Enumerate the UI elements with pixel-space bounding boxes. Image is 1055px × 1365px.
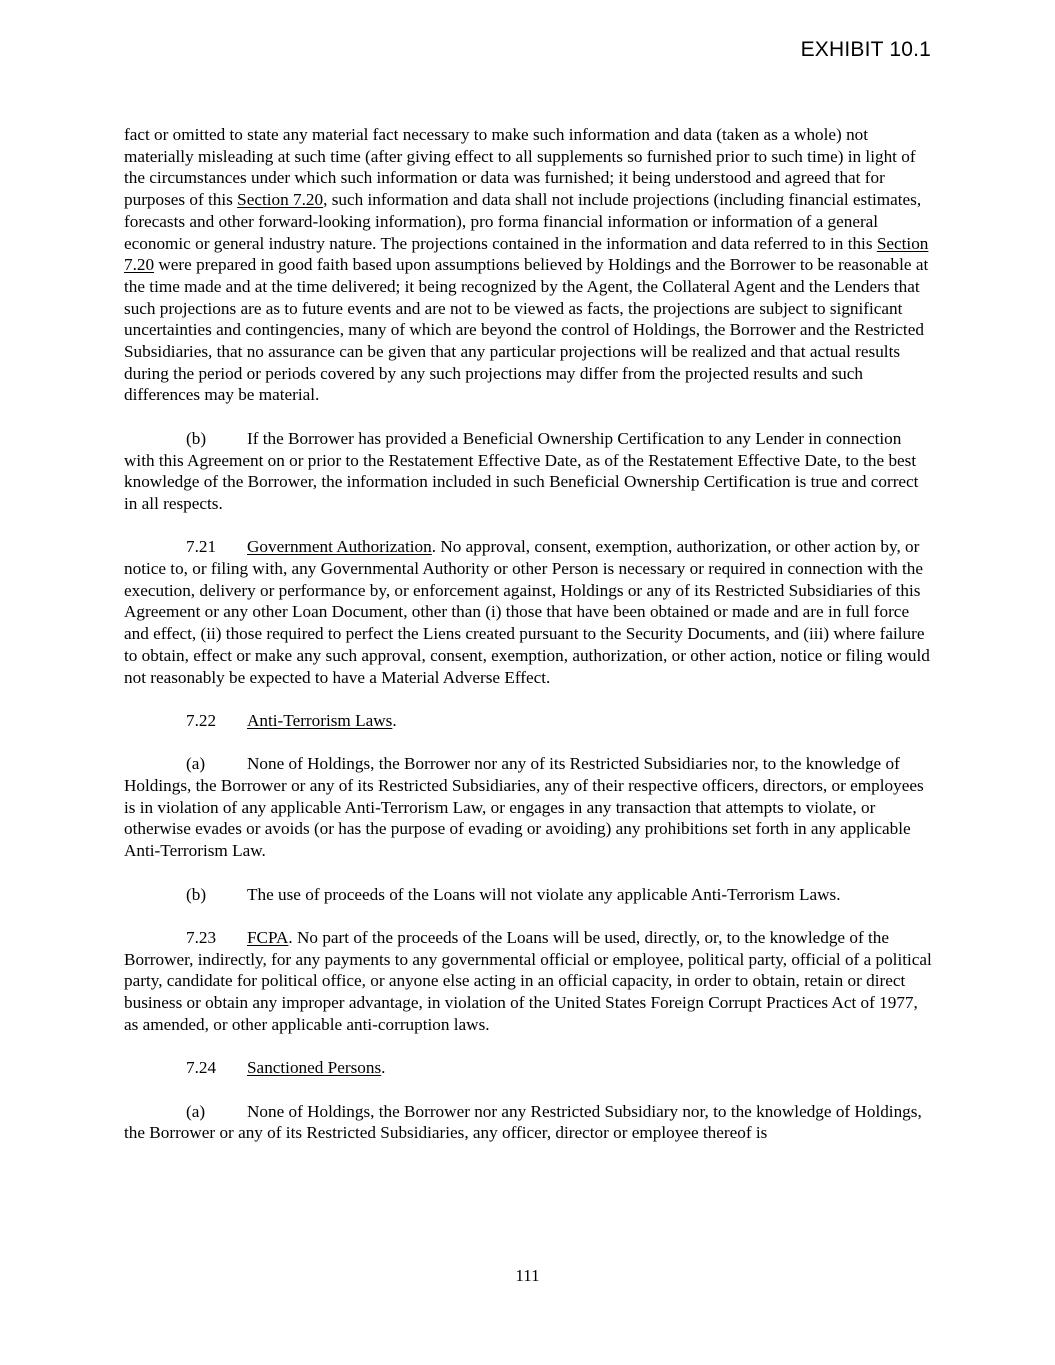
paragraph-number: (a) (186, 1101, 206, 1121)
paragraph-text: None of Holdings, the Borrower nor any Restricted Subsidiary nor, to the knowledge of Holdings, the Borrower or any of its Restricted Subsidiaries, any officer, director or employee thereof is (124, 1101, 922, 1143)
section-number: 7.24 (186, 1058, 217, 1078)
paragraph-text: . (392, 710, 397, 730)
section-7-22 (124, 710, 932, 732)
page-number: 111 (515, 1266, 540, 1285)
paragraph-text: The use of proceeds of the Loans will not violate any applicable Anti-Terrorism Laws. (247, 884, 841, 904)
section-number: 7.22 (186, 710, 217, 730)
section-heading: Anti-Terrorism Laws (247, 710, 393, 730)
exhibit-label: EXHIBIT 10.1 (800, 38, 931, 61)
document-body (124, 124, 932, 1166)
paragraph-number: (b) (186, 884, 207, 904)
section-reference: Section 7.20 (124, 233, 929, 275)
paragraph-b-beneficial-ownership (124, 428, 932, 515)
section-heading: FCPA (247, 927, 289, 947)
section-heading: Government Authorization (247, 537, 432, 557)
paragraph-number: (a) (186, 754, 206, 774)
paragraph-number: (b) (186, 428, 207, 448)
paragraph-text: , such information and data shall not include projections (including financial estimates, forecasts and other forward-looking information), pro forma financial information or information of a general economic or general industry nature. The projections contained in the information and data referred to in this (124, 190, 922, 253)
paragraph-b-proceeds (124, 884, 932, 906)
paragraph-text: were prepared in good faith based upon assumptions believed by Holdings and the Borrower to be reasonable at the time made and at the time delivered; it being recognized by the Agent, the Collateral Agent and the Lenders that such projections are as to future events and are not to be viewed as facts, the projections are subject to significant uncertainties and contingencies, many of which are beyond the control of Holdings, the Borrower and the Restricted Subsidiaries, that no assurance can be given that any particular projections will be realized and that actual results during the period or periods covered by any such projections may differ from the projected results and such differences may be material. (124, 255, 929, 405)
section-number: 7.21 (186, 537, 217, 557)
section-7-24 (124, 1057, 932, 1079)
paragraph-continuation (124, 124, 932, 406)
section-heading: Sanctioned Persons (247, 1058, 382, 1078)
paragraph-a-sanctioned (124, 1101, 932, 1144)
paragraph-text: . No part of the proceeds of the Loans will be used, directly, or, to the knowledge of the Borrower, indirectly, for any payments to any governmental official or employee, political party, official of a political party, candidate for political office, or anyone else acting in an official capacity, in order to obtain, retain or direct business or obtain any improper advantage, in violation of the United States Foreign Corrupt Practices Act of 1977, as amended, or other applicable anti-corruption laws. (124, 927, 932, 1034)
paragraph-text: None of Holdings, the Borrower nor any of its Restricted Subsidiaries nor, to the knowledge of Holdings, the Borrower or any of its Restricted Subsidiaries, any of their respective officers, directors, or employees is in violation of any applicable Anti-Terrorism Law, or engages in any transaction that attempts to violate, or otherwise evades or avoids (or has the purpose of evading or avoiding) any prohibitions set forth in any applicable Anti-Terrorism Law. (124, 754, 924, 861)
paragraph-text: . No approval, consent, exemption, authorization, or other action by, or notice to, or filing with, any Governmental Authority or other Person is necessary or required in connection with the execution, delivery or performance by, or enforcement against, Holdings or any of its Restricted Subsidiaries of this Agreement or any other Loan Document, other than (i) those that have been obtained or made and are in full force and effect, (ii) those required to perfect the Liens created pursuant to the Security Documents, and (iii) where failure to obtain, effect or make any such approval, consent, exemption, authorization, or other action, notice or filing would not reasonably be expected to have a Material Adverse Effect. (124, 537, 930, 687)
section-7-21 (124, 536, 932, 688)
paragraph-text: . (381, 1058, 386, 1078)
paragraph-text: fact or omitted to state any material fact necessary to make such information and data (taken as a whole) not materially misleading at such time (after giving effect to all supplements so furnished prior to such time) in light of the circumstances under which such information or data was furnished; it being understood and agreed that for purposes of this (124, 125, 916, 210)
paragraph-a-anti-terrorism (124, 753, 932, 862)
section-reference: Section 7.20 (237, 190, 324, 210)
section-7-23 (124, 927, 932, 1036)
section-number: 7.23 (186, 927, 217, 947)
paragraph-text: If the Borrower has provided a Beneficial Ownership Certification to any Lender in connection with this Agreement on or prior to the Restatement Effective Date, as of the Restatement Effective Date, to the best knowledge of the Borrower, the information included in such Beneficial Ownership Certification is true and correct in all respects. (124, 428, 919, 513)
